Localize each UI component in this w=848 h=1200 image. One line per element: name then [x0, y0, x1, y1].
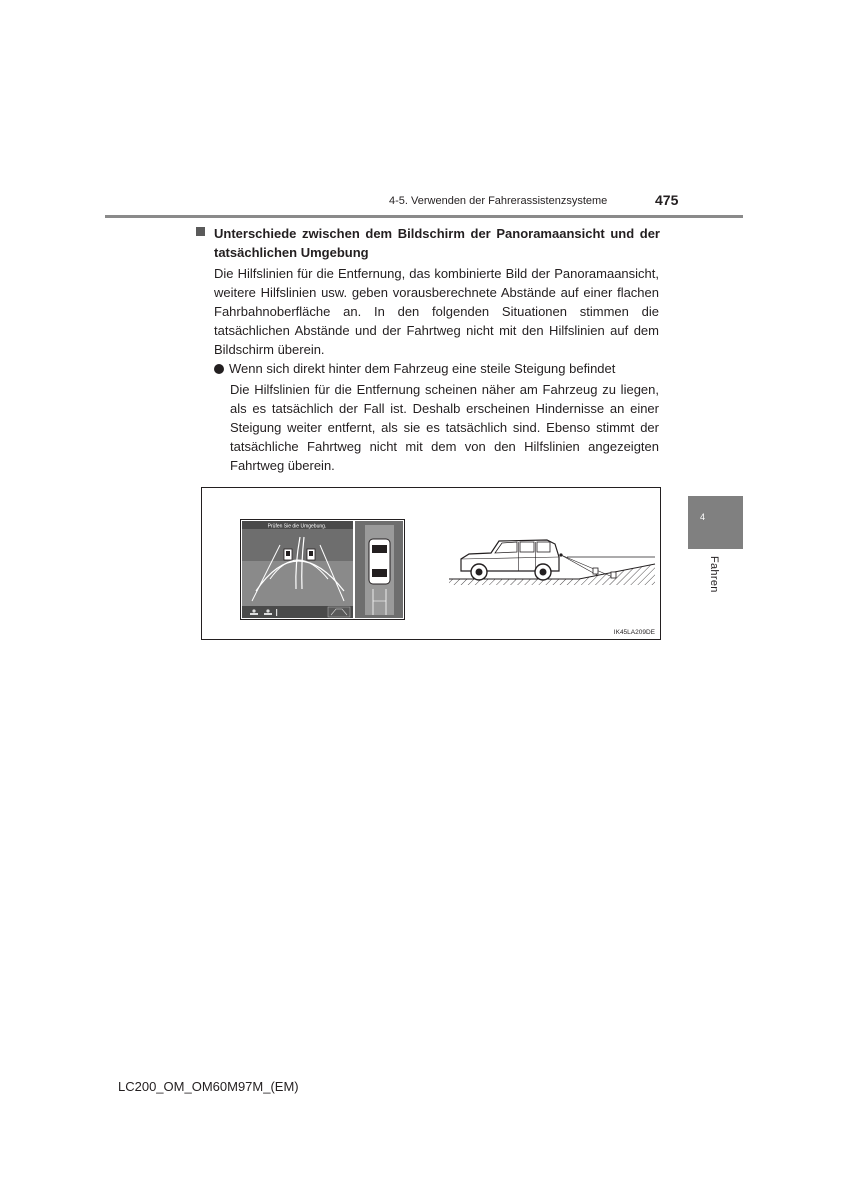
document-code: LC200_OM_OM60M97M_(EM): [118, 1079, 299, 1094]
header-rule: [105, 215, 743, 218]
chapter-title: Fahren: [708, 556, 720, 593]
section-heading-text: Unterschiede zwischen dem Bildschirm der Panoramaansicht und der tatsächlichen Umgebung: [214, 226, 660, 260]
chapter-number: 4: [700, 512, 706, 522]
bullet-explanation: Die Hilfslinien für die Entfernung scheinen näher am Fahrzeug zu liegen, als es tatsächlich der Fall ist. Deshalb erscheinen Hindernisse an einer Steigung weiter entfernt, als sie es tatsächlich sind. Ebenso stimmt der tatsächliche Fahrtweg nicht mit dem von den Hilfslinien angezeigten Fahrtweg überein.: [230, 382, 659, 473]
running-header: 4-5. Verwenden der Fahrerassistenzsysteme: [389, 195, 608, 207]
chapter-tab: [688, 496, 743, 549]
screen-banner-text: Prüfen Sie die Umgebung.: [267, 523, 327, 530]
panoramic-monitor-screen: [240, 519, 405, 620]
round-bullet-icon: [214, 364, 224, 374]
body-paragraph: Die Hilfslinien für die Entfernung, das kombinierte Bild der Panoramaansicht, weitere Hilfslinien usw. geben vorausberechnete Abstände auf einer flachen Fahrbahnoberfläche an. In den folgenden Situationen stimmen die tatsächlichen Abstände und der Fahrtweg nicht mit den Hilfslinien auf dem Bildschirm überein.: [214, 266, 659, 357]
vehicle-slope-diagram: [447, 535, 657, 595]
illustration: [201, 487, 661, 640]
page-number: 475: [655, 192, 679, 208]
section-heading: [200, 224, 660, 262]
figure-code: IK45LA209DE: [613, 629, 655, 636]
bullet-item: [214, 359, 659, 378]
bullet-text: Wenn sich direkt hinter dem Fahrzeug eine steile Steigung befindet: [229, 361, 616, 376]
square-bullet-icon: [196, 227, 205, 236]
